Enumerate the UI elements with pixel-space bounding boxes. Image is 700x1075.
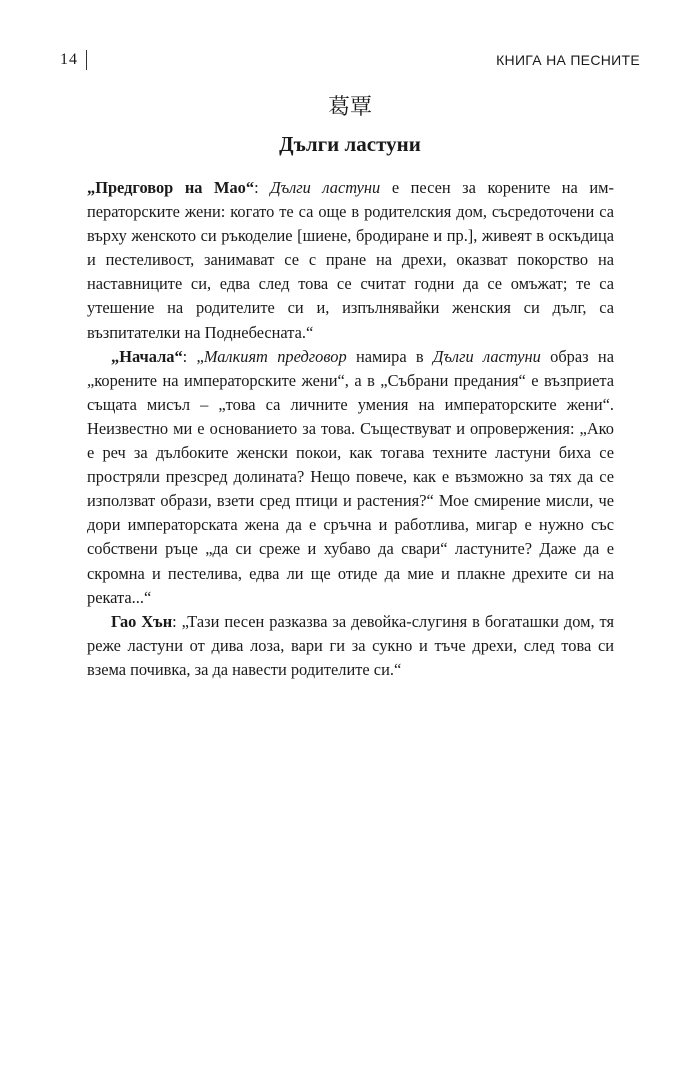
italic-title: Малкият предговор (203, 346, 347, 366)
italic-title: Дълги ластуни (270, 178, 381, 197)
running-head: КНИГА НА ПЕСНИТЕ (496, 52, 640, 68)
text-run: образ на „корените на императорските жени“, а в „Събрани предания“ е възприета същата мисъл – „това са личните умения на императорските жени“. Неизвестно ми е основанието за това. Съществуват и опровержения: „Ако е реч за дълбоките женски покои, как тогава техните ластуни биха се простряли презсред долината? Нещо повече, как е възможно за тях да се използват образи, взети сред птици и растения?“ Мое смирение мисли, че дори императорската жена да е сръчна и работлива, мигар е нужно със собствени ръце „да си среже и хубаво да свари“ ластуните? Даже да е скромна и пестелива, едва ли ще отиде да мие и плакне дрехите си на реката...“ (87, 346, 614, 607)
paragraph-beginnings (87, 345, 614, 610)
text-run: : „Тази песен разказва за девойка-слугиня в богаташки дом, тя реже ластуни от дива лоза, вари ги за сукно и тъче дрехи, след това си взема почивка, за да навести родителите си.“ (87, 611, 614, 679)
source-name: Гао Хън (111, 611, 173, 631)
chinese-title: 葛覃 (327, 95, 372, 120)
paragraph-mao-preface (87, 176, 614, 345)
italic-title: Дълги ластуни (432, 346, 541, 366)
paragraph-gao-heng (87, 610, 614, 682)
text-run: е песен за корените на императорските жени: когато те са още в родителския дом, съсредоточени са върху женското си ръкоделие [шиене, бродиране и пр.], живеят в оскъдица и пестеливост, занимават се с пране на дрехи, оказват покорство на наставниците си, едва след това се считат годни да се омъжат; те са утешение на родителите си и, изпълнявайки женския си дълг, са възпитателки на Поднебесната.“ (87, 178, 614, 342)
text-run: намира в (346, 346, 433, 366)
commentary-body (87, 176, 614, 682)
poem-title: Дълги ластуни (279, 132, 421, 156)
source-name: „Предговор на Мао“ (87, 178, 255, 197)
text-run: : (254, 178, 271, 197)
text-run: : „ (182, 346, 204, 366)
page-header (60, 48, 640, 72)
page-number: 14 (60, 50, 87, 70)
source-name: „Начала“ (111, 346, 183, 366)
